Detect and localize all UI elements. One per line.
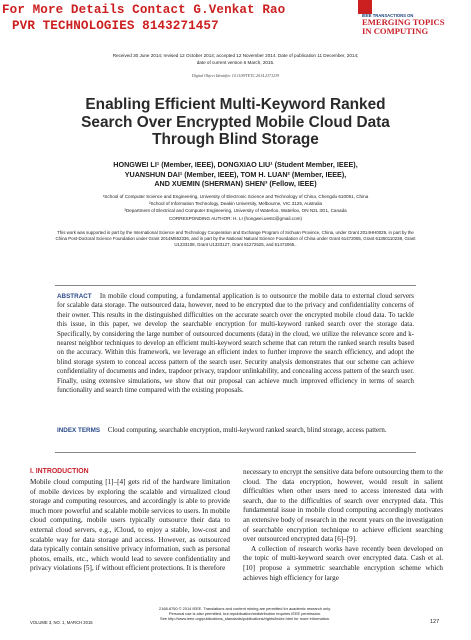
abstract-label: ABSTRACT — [57, 293, 92, 300]
journal-series: IEEE TRANSACTIONS ON — [362, 13, 414, 18]
journal-logo-icon — [358, 0, 372, 14]
paper-title: Enabling Efficient Multi-Keyword Ranked Search Over Encrypted Mobile Cloud Data Through Blind Storage — [81, 96, 390, 148]
affiliation-1: ¹School of Computer Science and Engineering, University of Electronic Science and Technology of China, Chengdu 610051, China — [102, 194, 369, 199]
authors-line-2: YUANSHUN DAI¹ (Member, IEEE), TOM H. LUAN² (Member, IEEE), — [124, 169, 347, 179]
promo-banner — [0, 0, 358, 36]
footer-copyright-line-1: 2168-6750 © 2014 IEEE. Translations and content mining are permitted for academic research only. — [159, 606, 331, 611]
section-heading: I. INTRODUCTION — [30, 468, 89, 475]
corresponding-author: CORRESPONDING AUTHOR: H. LI (hongwei.uestc@gmail.com) — [168, 216, 303, 221]
abstract-text: In mobile cloud computing, a fundamental application is to outsource the mobile data to external cloud servers for scalable data storage. The outsourced data, however, need to be encrypted due to the privacy and confidentiality concerns of their owner. This results in the distinguished difficulties on the accurate search over the encrypted mobile cloud data. To tackle this issue, in this paper, we develop the searchable encryption for multi-keyword ranked search over the storage data. Specifically, by considering the large number of outsourced documents (data) in the cloud, we utilize the relevance score and k-nearest neighbor techniques to develop an efficient multi-keyword search scheme that can return the ranked search results based on the accuracy. Within this framework, we leverage an efficient index to further improve the search efficiency, and adopt the blind storage system to conceal access pattern of the search user. Security analysis demonstrates that our scheme can achieve confidentiality of documents and index, trapdoor privacy, trapdoor unlinkability, and concealing access pattern of the search user. Finally, using extensive simulations, we show that our proposal can achieve much improved efficiency in terms of search functionality and search time compared with the existing proposals. — [57, 293, 414, 395]
affiliation-3: ³Department of Electrical and Computer Engineering, University of Waterloo, Waterloo, ON N2L 3G1, Canada — [124, 208, 347, 213]
footer-copyright — [140, 606, 350, 622]
authors-line-3: AND XUEMIN (SHERMAN) SHEN³ (Fellow, IEEE) — [154, 179, 317, 189]
journal-name-line-1: EMERGING TOPICS — [362, 17, 445, 27]
doi: Digital Object Identifier 10.1109/TETC.2014.2371239 — [191, 73, 280, 78]
left-column — [30, 478, 230, 574]
publication-version: date of current version 6 March, 2015. — [196, 60, 275, 65]
footer-copyright-line-2: Personal use is also permitted, but republication/redistribution requires IEEE permission. — [168, 611, 322, 617]
publication-dates: Received 30 June 2014; revised 12 October 2014; accepted 12 November 2014. Date of publication 11 December, 2014; — [112, 53, 359, 58]
footer-volume: VOLUME 3, NO. 1, MARCH 2015 — [30, 620, 93, 625]
index-terms-text: Cloud computing, searchable encryption, multi-keyword ranked search, blind storage, access pattern. — [107, 427, 387, 434]
journal-masthead — [362, 13, 470, 36]
left-column-text: Mobile cloud computing [1]–[4] gets rid of the hardware limitation of mobile devices by exploring the scalable and virtualized cloud storage and computing resources, and accordingly is able to provide much more powerful and scalable mobile services to users. In mobile cloud computing, mobile users typically outsource their data to external cloud servers, e.g., iCloud, to enjoy a stable, low-cost and scalable way for data storage and access. However, as outsourced data typically contain sensitive privacy information, such as personal photos, emails, etc., which would lead to severe confidentiality and privacy violations [5], if without efficient protections. It is therefore — [30, 478, 230, 573]
index-terms-label: INDEX TERMS — [57, 427, 101, 434]
promo-line-2: PVR TECHNOLOGIES 8143271457 — [12, 19, 219, 33]
authors-line-1: HONGWEI LI¹ (Member, IEEE), DONGXIAO LIU¹ (Student Member, IEEE), — [113, 160, 358, 169]
funding-note: This work was supported in part by the International Science and Technology Cooperation and Exchange Program of Sichuan Province, China, under Grant 2014HH0029, in part by the China Post-Doctoral Science Foundation under Grant 2014M552336, and in part by the National Natural Science Foundation of China under Grant 61472065, Grant 61350110238, Grant U1233108, Grant U1333127, Grant 61272525, and 61472065.. — [55, 230, 416, 247]
affiliation-2: ²School of Information Technology, Deakin University, Melbourne, VIC 3125, Australia — [148, 201, 323, 206]
author-list — [60, 160, 411, 189]
abstract-top-divider — [55, 285, 416, 286]
right-column-paragraph-2: A collection of research works have recently been developed on the topic of multi-keyword search over encrypted data. Cash et al. [10] propose a symmetric searchable encryption scheme which achieves high efficiency for large — [243, 544, 443, 582]
footer-copyright-line-3: See http://www.ieee.org/publications_standards/publications/rights/index.html for more information. — [160, 616, 330, 622]
promo-line-1: For More Details Contact G.Venkat Rao — [2, 3, 286, 17]
right-column-paragraph-1: necessary to encrypt the sensitive data before outsourcing them to the cloud. The data encryption, however, would result in salient difficulties when other users need to access interested data with search, due to the difficulties of search over encrypted data. This fundamental issue in mobile cloud computing accordingly motivates an extensive body of research in the recent years on the investigation of searchable encryption technique to achieve efficient searching over outsourced encrypted data [6]–[9]. — [243, 468, 443, 544]
index-terms — [57, 426, 414, 435]
page-number: 127 — [430, 619, 440, 625]
right-column — [243, 468, 443, 583]
abstract-bottom-divider — [55, 452, 416, 453]
abstract — [57, 292, 414, 395]
journal-name-line-2: IN COMPUTING — [362, 26, 429, 36]
